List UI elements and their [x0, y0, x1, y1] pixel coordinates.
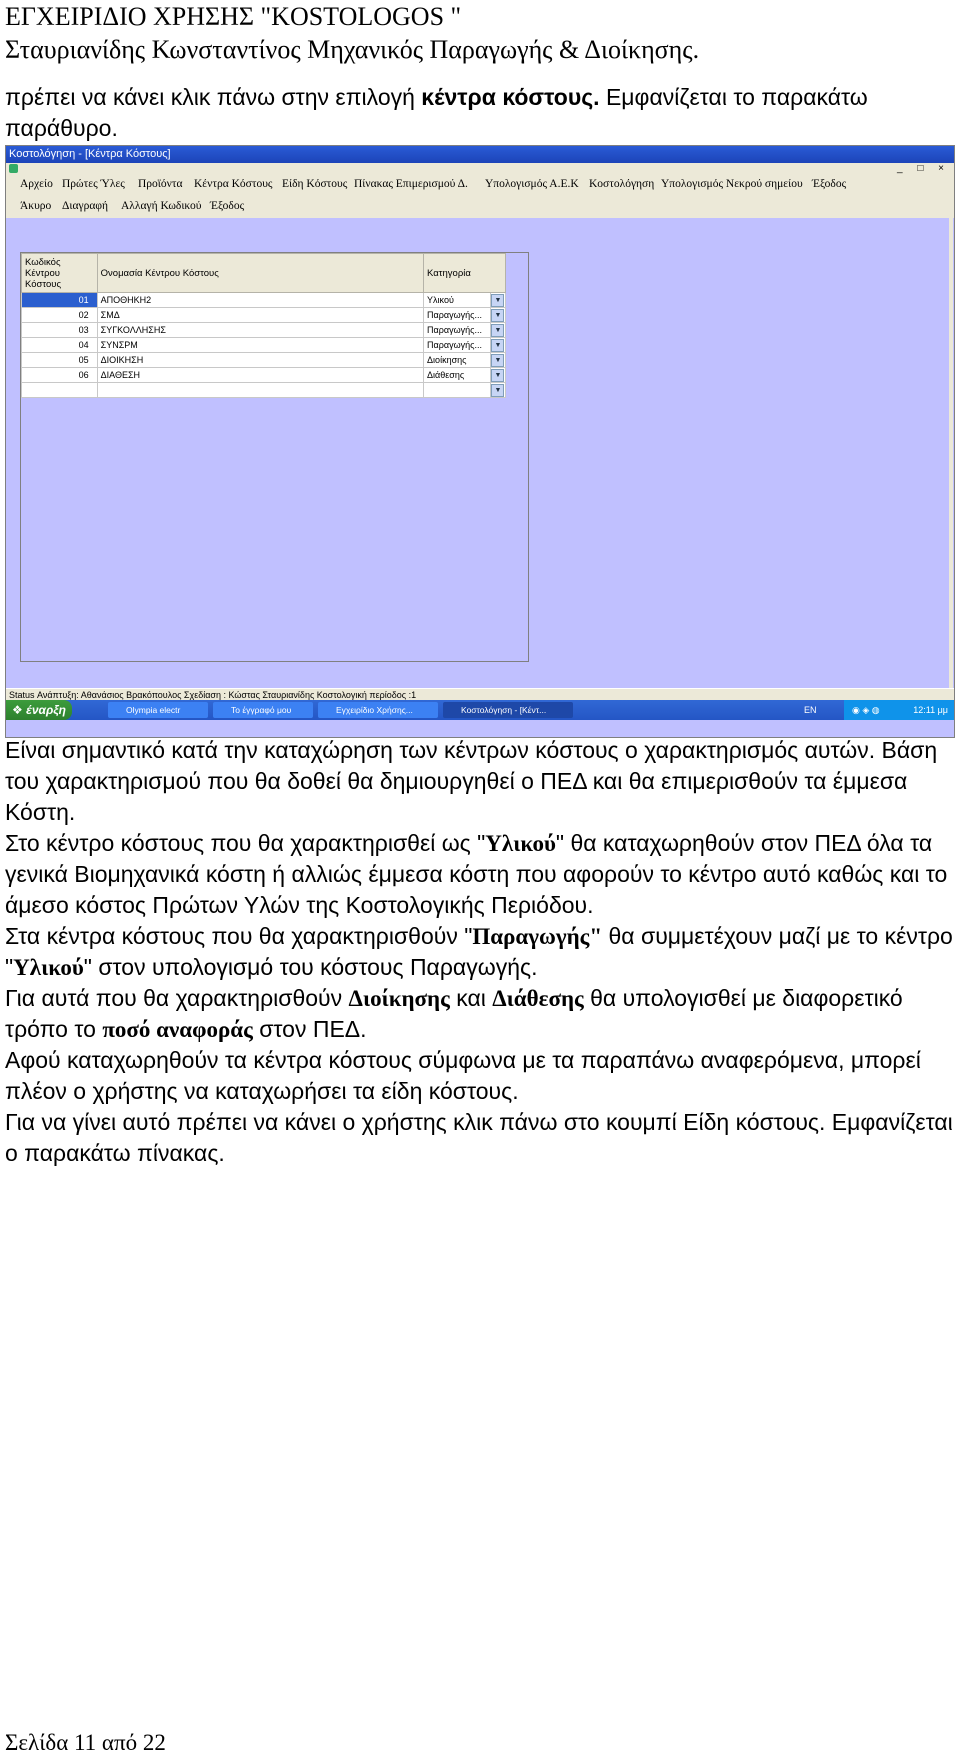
bold-text: ποσό αναφοράς — [102, 1017, 253, 1042]
bold-text: Υλικού — [485, 831, 556, 856]
cell-code[interactable]: 03 — [22, 323, 98, 338]
taskbar-button[interactable]: Εγχειρίδιο Χρήσης... — [318, 702, 438, 718]
menu-item-allocation-table[interactable]: Πίνακας Επιμερισμού Δ. — [354, 178, 468, 190]
intro-text: πρέπει να κάνει κλικ πάνω στην επιλογή — [5, 84, 422, 110]
windows-logo-icon: ❖ — [12, 703, 27, 717]
tray-icons: ◉ ◈ ◍ — [852, 705, 880, 715]
start-label: έναρξη — [26, 703, 66, 717]
cell-category[interactable]: Διοίκησης — [424, 353, 491, 368]
app-screenshot — [5, 145, 955, 738]
menu-item-archive[interactable]: Αρχείο — [20, 178, 53, 190]
menu-item-cost-centers[interactable]: Κέντρα Κόστους — [194, 178, 273, 190]
header-title: ΕΓΧΕΙΡΙΔΙΟ ΧΡΗΣΗΣ "KOSTOLOGOS " — [5, 2, 462, 31]
paragraph — [5, 921, 955, 983]
vertical-scrollbar[interactable] — [949, 218, 953, 688]
intro-paragraph — [5, 82, 955, 144]
intro-bold: κέντρα κόστους. — [421, 84, 600, 110]
cell-code[interactable]: 06 — [22, 368, 98, 383]
menu-item-exit[interactable]: Έξοδος — [812, 178, 847, 190]
taskbar-button[interactable]: Το έγγραφό μου — [213, 702, 313, 718]
table-row[interactable] — [22, 308, 506, 323]
cell-name[interactable]: ΣΥΝΣΡΜ — [97, 338, 423, 353]
bold-text: Διοίκησης — [348, 986, 450, 1011]
menu-item-costing[interactable]: Κοστολόγηση — [589, 178, 655, 190]
category-dropdown[interactable] — [490, 293, 505, 308]
menu-item-breakeven[interactable]: Υπολογισμός Νεκρού σημείου — [661, 178, 803, 190]
cell-name[interactable]: ΑΠΟΘΗΚΗ2 — [97, 293, 423, 308]
chevron-down-icon[interactable]: ▼ — [491, 369, 504, 382]
cell-name[interactable]: ΣΥΓΚΟΛΛΗΣΗΣ — [97, 323, 423, 338]
cell-category[interactable]: Παραγωγής... — [424, 323, 491, 338]
cell-category[interactable] — [424, 383, 491, 398]
col-header-category: Κατηγορία — [424, 254, 506, 293]
grid-header-row — [22, 254, 506, 293]
cost-centers-grid — [20, 252, 529, 662]
text: " θα καταχωρηθούν στον ΠΕΔ όλα τα γενικά Βιομηχανικά κόστη ή αλλιώς έμμεσα κόστη που αφορούν το κέντρο αυτό καθώς και το άμεσο κόστος Πρώτων Υλών της Κοστολογικής Περιόδου. — [5, 830, 948, 918]
window-controls-icon[interactable]: _ □ × — [897, 163, 950, 174]
cancel-button[interactable]: Άκυρο — [20, 200, 52, 212]
mdi-system-row — [6, 163, 954, 175]
menu-item-cost-types[interactable]: Είδη Κόστους — [282, 178, 348, 190]
category-dropdown[interactable] — [490, 323, 505, 338]
text: και — [449, 985, 493, 1011]
delete-button[interactable]: Διαγραφή — [62, 200, 109, 212]
clock: 12:11 μμ — [913, 705, 948, 715]
menu-item-aek-calc[interactable]: Υπολογισμός Α.Ε.Κ — [485, 178, 579, 190]
table-row[interactable] — [22, 353, 506, 368]
table-row[interactable] — [22, 368, 506, 383]
text: στον ΠΕΔ. — [252, 1016, 367, 1042]
taskbar — [6, 700, 954, 720]
bold-text: Υλικού — [13, 955, 84, 980]
paragraph: Είναι σημαντικό κατά την καταχώρηση των κέντρων κόστους ο χαρακτηρισμός αυτών. Βάση του χαρακτηρισμού που θα δοθεί θα δημιουργηθεί ο ΠΕΔ και θα επιμερισθούν τα έμμεσα Κόστη. — [5, 737, 938, 825]
paragraph: Για να γίνει αυτό πρέπει να κάνει ο χρήστης κλικ πάνω στο κουμπί Είδη κόστους. Εμφανίζεται ο παρακάτω πίνακας. — [5, 1109, 953, 1166]
cell-code[interactable]: 04 — [22, 338, 98, 353]
text: " στον υπολογισμό του κόστους Παραγωγής. — [83, 954, 538, 980]
table-row-new[interactable] — [22, 383, 506, 398]
table-row[interactable] — [22, 293, 506, 308]
document-header — [5, 0, 699, 66]
paragraph: Αφού καταχωρηθούν τα κέντρα κόστους σύμφωνα με τα παραπάνω αναφερόμενα, μπορεί πλέον ο χρήστης να καταχωρήσει τα είδη κόστους. — [5, 1047, 921, 1104]
cell-name[interactable]: ΔΙΑΘΕΣΗ — [97, 368, 423, 383]
text: Στο κέντρο κόστους που θα χαρακτηρισθεί ως " — [5, 830, 486, 856]
paragraph — [5, 983, 955, 1045]
start-button[interactable] — [6, 700, 72, 720]
menu-item-products[interactable]: Προϊόντα — [138, 178, 183, 190]
header-author: Σταυριανίδης Κωνσταντίνος Μηχανικός Παραγωγής & Διοίκησης. — [5, 35, 700, 64]
table-row[interactable] — [22, 338, 506, 353]
menu-bar — [6, 175, 954, 197]
status-bar: Status Ανάπτυξη: Αθανάσιος Βρακόπουλος Σχεδίαση : Κώστας Σταυριανίδης Κοστολογική περίοδος :1 — [6, 688, 954, 700]
cell-code[interactable] — [22, 383, 98, 398]
category-dropdown[interactable] — [490, 353, 505, 368]
chevron-down-icon[interactable]: ▼ — [491, 384, 504, 397]
text: θα συμμετέχουν μαζί με το κέντρο " — [5, 923, 953, 980]
cell-category[interactable]: Διάθεσης — [424, 368, 491, 383]
cell-category[interactable]: Παραγωγής... — [424, 308, 491, 323]
change-code-button[interactable]: Αλλαγή Κωδικού — [121, 200, 202, 212]
cell-category[interactable]: Παραγωγής... — [424, 338, 491, 353]
text: Στα κέντρα κόστους που θα χαρακτηρισθούν " — [5, 923, 473, 949]
toolbar — [6, 197, 954, 219]
cell-category[interactable]: Υλικού — [424, 293, 491, 308]
intro-text-end: Εμφανίζεται το παρακάτω παράθυρο. — [5, 84, 868, 141]
cell-name[interactable]: ΣΜΔ — [97, 308, 423, 323]
chevron-down-icon[interactable]: ▼ — [491, 309, 504, 322]
taskbar-button[interactable]: Olympia electr — [108, 702, 208, 718]
table-row[interactable] — [22, 323, 506, 338]
window-titlebar: Κοστολόγηση - [Κέντρα Κόστους] — [6, 146, 954, 163]
body-text — [5, 735, 955, 1169]
category-dropdown[interactable] — [490, 383, 505, 398]
category-dropdown[interactable] — [490, 338, 505, 353]
bold-text: Διάθεσης — [492, 986, 584, 1011]
app-icon — [9, 164, 18, 173]
text: Για αυτά που θα χαρακτηρισθούν — [5, 985, 349, 1011]
bold-text: Παραγωγής" — [472, 924, 603, 949]
category-dropdown[interactable] — [490, 368, 505, 383]
paragraph — [5, 828, 955, 921]
col-header-name: Ονομασία Κέντρου Κόστους — [97, 254, 423, 293]
cell-code[interactable]: 05 — [22, 353, 98, 368]
col-header-code: Κωδικός Κέντρου Κόστους — [22, 254, 98, 293]
cell-name[interactable] — [97, 383, 423, 398]
cell-name[interactable]: ΔΙΟΙΚΗΣΗ — [97, 353, 423, 368]
taskbar-button-active[interactable]: Κοστολόγηση - [Κέντ... — [443, 702, 573, 718]
cell-code[interactable]: 02 — [22, 308, 98, 323]
chevron-down-icon[interactable]: ▼ — [491, 354, 504, 367]
text: θα υπολογισθεί με διαφορετικό τρόπο το — [5, 985, 903, 1042]
language-indicator[interactable]: EN — [804, 705, 817, 715]
chevron-down-icon[interactable]: ▼ — [491, 339, 504, 352]
chevron-down-icon[interactable]: ▼ — [491, 294, 504, 307]
chevron-down-icon[interactable]: ▼ — [491, 324, 504, 337]
menu-item-raw-materials[interactable]: Πρώτες Ύλες — [62, 178, 125, 190]
exit-button[interactable]: Έξοδος — [210, 200, 245, 212]
cell-code[interactable]: 01 — [22, 293, 98, 308]
page-footer: Σελίδα 11 από 22 — [5, 1730, 166, 1755]
system-tray — [804, 700, 954, 720]
category-dropdown[interactable] — [490, 308, 505, 323]
